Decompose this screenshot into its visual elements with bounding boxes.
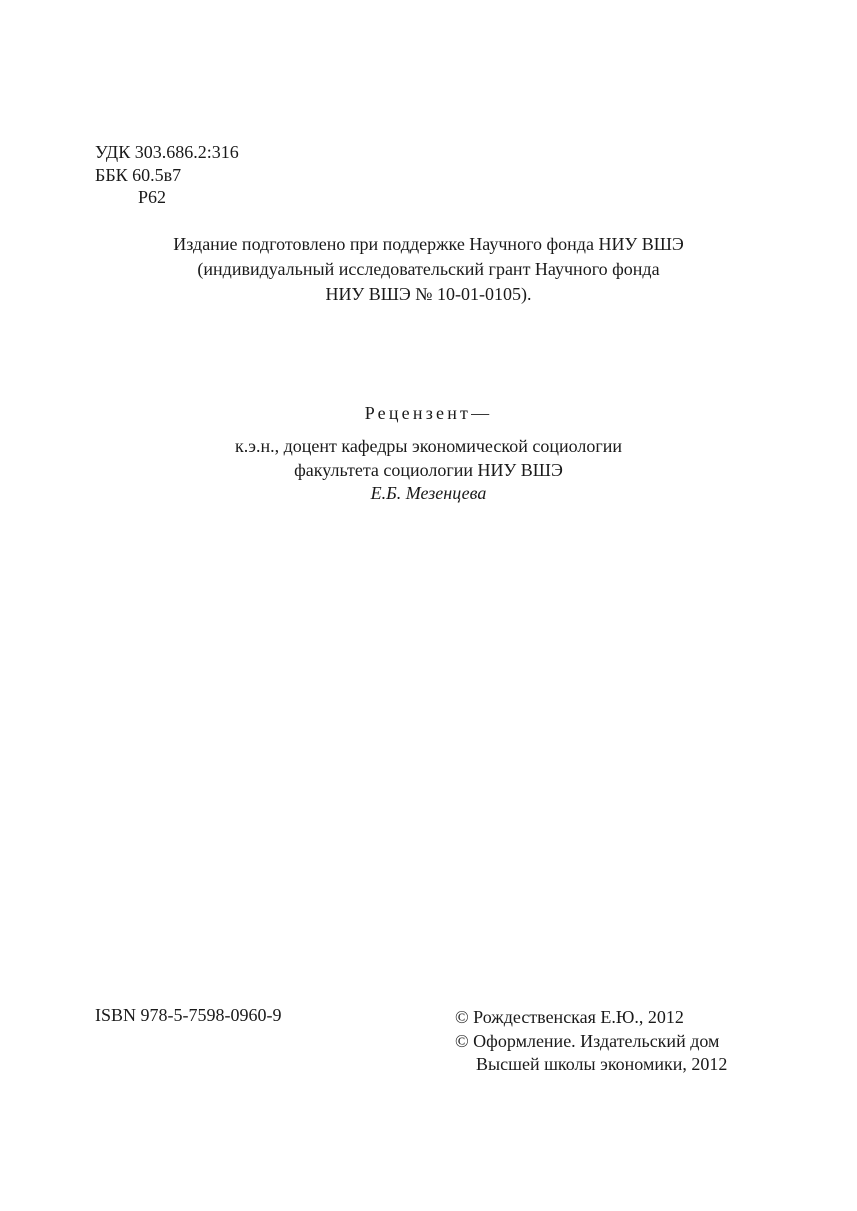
isbn: ISBN 978-5-7598-0960-9 bbox=[95, 1005, 282, 1025]
reviewer-title-line-1: к.э.н., доцент кафедры экономической социологии bbox=[235, 436, 622, 456]
copyright-line-2: © Оформление. Издательский дом bbox=[455, 1030, 720, 1051]
catalog-codes bbox=[95, 141, 239, 209]
bbk-code: ББК 60.5в7 bbox=[95, 164, 182, 185]
grant-support-note bbox=[0, 232, 857, 307]
copyright-line-3: Высшей школы экономики, 2012 bbox=[476, 1054, 728, 1074]
copyright-notice bbox=[455, 1006, 727, 1077]
support-line-2: (индивидуальный исследовательский грант Научного фонда bbox=[197, 259, 660, 279]
reviewer-name: Е.Б. Мезенцева bbox=[370, 483, 487, 503]
reviewer-info bbox=[0, 435, 857, 506]
copyright-line-1: © Рождественская Е.Ю., 2012 bbox=[455, 1007, 684, 1027]
udk-code: УДК 303.686.2:316 bbox=[95, 142, 239, 162]
author-mark: Р62 bbox=[138, 187, 167, 207]
reviewer-title-line-2: факультета социологии НИУ ВШЭ bbox=[294, 459, 563, 480]
support-line-1: Издание подготовлено при поддержке Научного фонда НИУ ВШЭ bbox=[173, 234, 684, 254]
support-line-3: НИУ ВШЭ № 10-01-0105). bbox=[325, 284, 532, 304]
reviewer-heading: Рецензент— bbox=[364, 403, 493, 423]
